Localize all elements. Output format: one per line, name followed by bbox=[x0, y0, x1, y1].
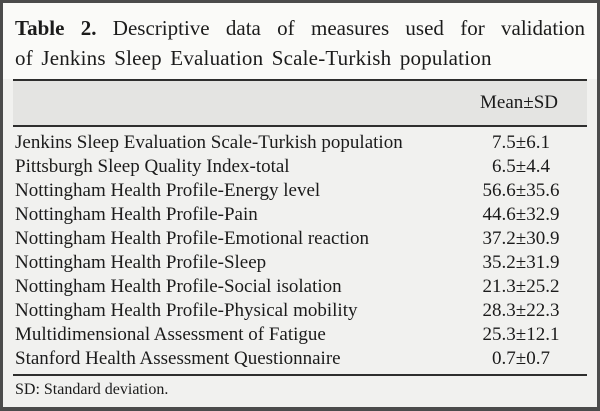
column-header-mean-sd: Mean±SD bbox=[480, 92, 558, 113]
table-row bbox=[15, 347, 589, 371]
measure-label: Jenkins Sleep Evaluation Scale-Turkish population bbox=[15, 132, 403, 153]
table-row bbox=[15, 227, 589, 251]
mean-sd-value: 21.3±25.2 bbox=[482, 276, 560, 297]
measure-label: Nottingham Health Profile-Sleep bbox=[15, 252, 267, 273]
mean-sd-value: 35.2±31.9 bbox=[482, 252, 560, 273]
measure-label: Nottingham Health Profile-Social isolation bbox=[15, 276, 342, 297]
measure-label: Nottingham Health Profile-Energy level bbox=[15, 180, 321, 201]
measure-label: Stanford Health Assessment Questionnaire bbox=[15, 348, 341, 369]
measure-label: Nottingham Health Profile-Pain bbox=[15, 204, 258, 225]
mean-sd-value: 56.6±35.6 bbox=[482, 180, 560, 201]
table-footnote: SD: Standard deviation. bbox=[15, 381, 169, 398]
table-body bbox=[3, 127, 597, 374]
table-row bbox=[15, 275, 589, 299]
table-number-label: Table 2. bbox=[15, 16, 97, 40]
table-row bbox=[15, 179, 589, 203]
measure-label: Nottingham Health Profile-Physical mobility bbox=[15, 300, 358, 321]
table-row bbox=[15, 155, 589, 179]
table-row bbox=[15, 131, 589, 155]
table-caption-line1 bbox=[15, 13, 585, 43]
table-row bbox=[15, 251, 589, 275]
mean-sd-value: 44.6±32.9 bbox=[482, 204, 560, 225]
table-row bbox=[15, 323, 589, 347]
mean-sd-value: 37.2±30.9 bbox=[482, 228, 560, 249]
table-header-row bbox=[13, 81, 587, 125]
measure-label: Multidimensional Assessment of Fatigue bbox=[15, 324, 326, 345]
mean-sd-value: 7.5±6.1 bbox=[492, 132, 550, 153]
mean-sd-value: 6.5±4.4 bbox=[492, 156, 550, 177]
measure-label: Nottingham Health Profile-Emotional reaction bbox=[15, 228, 370, 249]
measure-label: Pittsburgh Sleep Quality Index-total bbox=[15, 156, 290, 177]
table-row bbox=[15, 299, 589, 323]
mean-sd-value: 28.3±22.3 bbox=[482, 300, 560, 321]
table-title-text-1: Descriptive data of measures used for validation bbox=[112, 16, 585, 40]
table-row bbox=[15, 203, 589, 227]
table-title-text-2: of Jenkins Sleep Evaluation Scale-Turkish population bbox=[15, 46, 492, 70]
table-caption bbox=[3, 3, 597, 79]
mean-sd-value: 25.3±12.1 bbox=[482, 324, 560, 345]
mean-sd-value: 0.7±0.7 bbox=[492, 348, 550, 369]
